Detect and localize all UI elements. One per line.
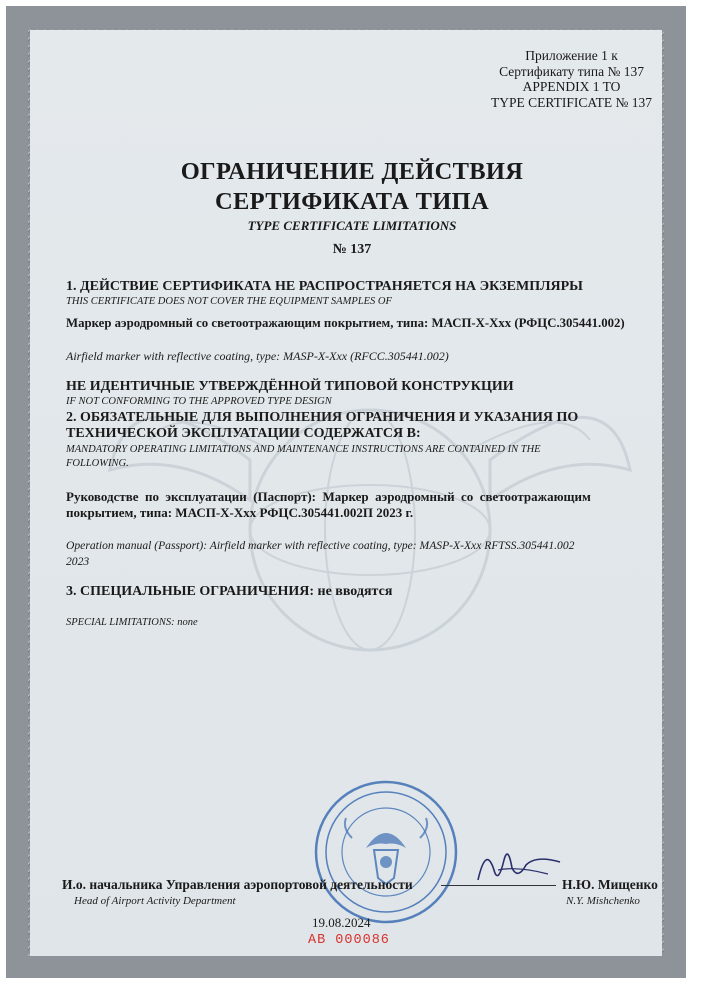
section2-heading-en-line1: MANDATORY OPERATING LIMITATIONS AND MAINTENANCE INSTRUCTIONS ARE CONTAINED IN THE: [66, 444, 541, 455]
page-title-line1: ОГРАНИЧЕНИЕ ДЕЙСТВИЯ: [180, 158, 524, 185]
official-seal-icon: [312, 778, 460, 926]
signatory-position-en: Head of Airport Activity Department: [74, 895, 236, 907]
signatory-name: Н.Ю. Мищенко: [562, 877, 658, 892]
section1-product: Маркер аэродромный со светоотражающим покрытием, типа: МАСП-Х-Ххх (РФЦС.305441.002): [66, 316, 625, 330]
appendix-line: APPENDIX 1 TO: [522, 79, 621, 94]
section3-heading-en: SPECIAL LIMITATIONS: none: [66, 617, 198, 628]
section1-product-en: Airfield marker with reflective coating, type: MASP-X-Xxx (RFCC.305441.002): [66, 349, 449, 363]
signature-line: [441, 885, 556, 886]
section2-manual-en-line1: Operation manual (Passport): Airfield marker with reflective coating, type: MASP-X-Xxx RFTSS.305441.002: [66, 539, 575, 552]
appendix-block: [491, 48, 652, 110]
serial-number: АВ 000086: [308, 933, 390, 948]
section1-heading: 1. ДЕЙСТВИЕ СЕРТИФИКАТА НЕ РАСПРОСТРАНЯЕТСЯ НА ЭКЗЕМПЛЯРЫ: [66, 279, 583, 294]
appendix-line: Приложение 1 к: [525, 48, 618, 63]
issue-date: 19.08.2024: [312, 915, 371, 930]
section3-heading: 3. СПЕЦИАЛЬНЫЕ ОГРАНИЧЕНИЯ: не вводятся: [66, 584, 393, 599]
section2-heading-en-line2: FOLLOWING.: [66, 458, 129, 469]
appendix-line: Сертификату типа № 137: [499, 63, 644, 79]
page-title-line2: СЕРТИФИКАТА ТИПА: [215, 188, 489, 215]
appendix-line: TYPE CERTIFICATE № 137: [491, 94, 652, 110]
certificate-number: № 137: [332, 242, 372, 257]
section2-heading-line1: 2. ОБЯЗАТЕЛЬНЫЕ ДЛЯ ВЫПОЛНЕНИЯ ОГРАНИЧЕНИЯ И УКАЗАНИЯ ПО: [66, 410, 579, 425]
section1-heading-en: THIS CERTIFICATE DOES NOT COVER THE EQUIPMENT SAMPLES OF: [66, 296, 392, 307]
section1-condition: НЕ ИДЕНТИЧНЫЕ УТВЕРЖДЁННОЙ ТИПОВОЙ КОНСТРУКЦИИ: [66, 379, 514, 394]
signatory-position: И.о. начальника Управления аэропортовой деятельности: [62, 877, 413, 892]
signatory-name-en: N.Y. Mishchenko: [566, 895, 640, 907]
section2-manual-en-line2: 2023: [66, 555, 90, 568]
section2-heading-line2: ТЕХНИЧЕСКОЙ ЭКСПЛУАТАЦИИ СОДЕРЖАТСЯ В:: [66, 426, 421, 441]
signature-icon: [468, 840, 568, 890]
section2-manual-line1: Руководстве по эксплуатации (Паспорт): Маркер аэродромный со светоотражающим: [66, 489, 591, 504]
page-title-english: TYPE CERTIFICATE LIMITATIONS: [247, 218, 457, 233]
section1-condition-en: IF NOT CONFORMING TO THE APPROVED TYPE DESIGN: [66, 396, 332, 407]
section2-manual-line2: покрытием, типа: МАСП-Х-Ххх РФЦС.305441.002П 2023 г.: [66, 505, 414, 520]
